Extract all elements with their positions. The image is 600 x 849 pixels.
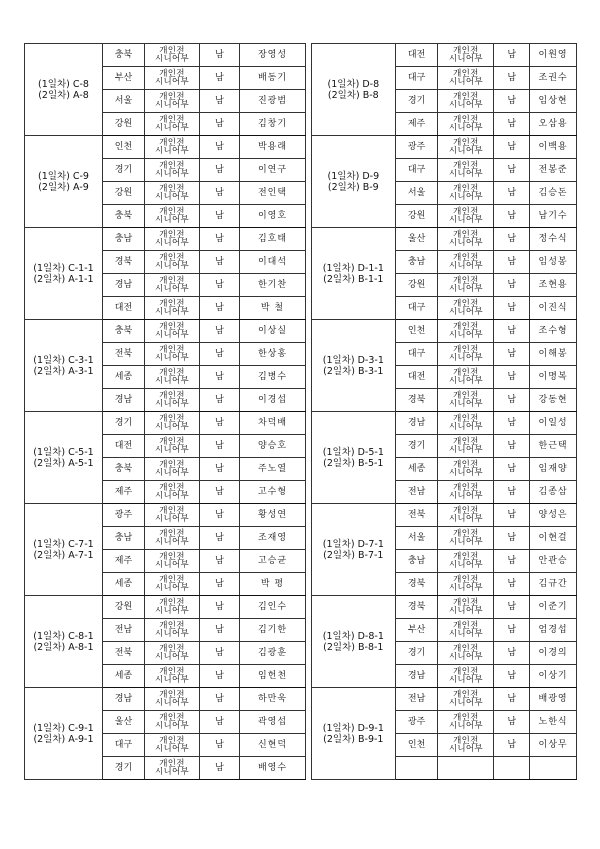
gender-cell: 남	[494, 504, 530, 527]
gender-cell: 남	[494, 366, 530, 389]
gender-cell: 남	[200, 205, 240, 228]
category-cell: 개인전 시니어부	[145, 366, 200, 389]
gender-cell: 남	[200, 228, 240, 251]
name-cell: 이상기	[530, 665, 577, 688]
name-cell: 이현걸	[530, 527, 577, 550]
gender-cell: 남	[200, 665, 240, 688]
category-cell: 개인전 시니어부	[145, 320, 200, 343]
gender-cell: 남	[494, 665, 530, 688]
name-cell: 박용래	[240, 136, 306, 159]
gender-cell: 남	[494, 642, 530, 665]
table-row	[312, 596, 577, 619]
name-cell: 노한식	[530, 711, 577, 734]
name-cell: 신현덕	[240, 734, 306, 757]
region-cell: 경기	[395, 435, 438, 458]
gender-cell: 남	[200, 274, 240, 297]
category-cell: 개인전 시니어부	[145, 251, 200, 274]
gender-cell: 남	[200, 504, 240, 527]
name-cell: 양승호	[240, 435, 306, 458]
category-cell: 개인전 시니어부	[145, 113, 200, 136]
table-row	[25, 596, 306, 619]
gender-cell: 남	[200, 113, 240, 136]
region-cell: 세종	[103, 573, 145, 596]
region-cell: 대전	[103, 435, 145, 458]
category-cell: 개인전 시니어부	[438, 297, 494, 320]
group-label: (1일차) D-8 (2일차) B-8	[312, 44, 396, 136]
table-row	[25, 412, 306, 435]
name-cell: 이연구	[240, 159, 306, 182]
name-cell: 이상무	[530, 734, 577, 757]
table-row	[25, 44, 306, 67]
region-cell: 서울	[103, 90, 145, 113]
region-cell: 전북	[103, 642, 145, 665]
category-cell: 개인전 시니어부	[438, 136, 494, 159]
name-cell: 조수형	[530, 320, 577, 343]
region-cell: 강원	[395, 274, 438, 297]
category-cell: 개인전 시니어부	[145, 228, 200, 251]
region-cell: 경북	[103, 251, 145, 274]
gender-cell: 남	[494, 711, 530, 734]
category-cell: 개인전 시니어부	[145, 527, 200, 550]
category-cell: 개인전 시니어부	[145, 343, 200, 366]
category-cell: 개인전 시니어부	[438, 688, 494, 711]
name-cell: 양성은	[530, 504, 577, 527]
category-cell: 개인전 시니어부	[438, 458, 494, 481]
gender-cell: 남	[494, 90, 530, 113]
group-label: (1일차) D-1-1 (2일차) B-1-1	[312, 228, 396, 320]
gender-cell: 남	[200, 159, 240, 182]
region-cell: 전남	[103, 619, 145, 642]
name-cell: 한기찬	[240, 274, 306, 297]
gender-cell: 남	[494, 596, 530, 619]
region-cell: 경남	[103, 389, 145, 412]
name-cell: 이상실	[240, 320, 306, 343]
region-cell: 인천	[103, 136, 145, 159]
category-cell: 개인전 시니어부	[438, 205, 494, 228]
category-cell: 개인전 시니어부	[438, 481, 494, 504]
category-cell: 개인전 시니어부	[438, 734, 494, 757]
gender-cell: 남	[200, 481, 240, 504]
gender-cell: 남	[494, 205, 530, 228]
group-label: (1일차) C-8 (2일차) A-8	[25, 44, 103, 136]
region-cell: 충남	[103, 228, 145, 251]
name-cell: 이대석	[240, 251, 306, 274]
region-cell: 대구	[395, 343, 438, 366]
gender-cell: 남	[200, 412, 240, 435]
region-cell: 충북	[103, 320, 145, 343]
category-cell: 개인전 시니어부	[438, 389, 494, 412]
category-cell: 개인전 시니어부	[438, 550, 494, 573]
region-cell: 충북	[103, 458, 145, 481]
group-label: (1일차) C-8-1 (2일차) A-8-1	[25, 596, 103, 688]
name-cell	[530, 757, 577, 780]
category-cell: 개인전 시니어부	[145, 665, 200, 688]
region-cell: 전북	[103, 343, 145, 366]
category-cell: 개인전 시니어부	[145, 67, 200, 90]
category-cell: 개인전 시니어부	[145, 458, 200, 481]
category-cell: 개인전 시니어부	[438, 642, 494, 665]
name-cell: 이영호	[240, 205, 306, 228]
name-cell: 김종삼	[530, 481, 577, 504]
table-row	[312, 504, 577, 527]
gender-cell: 남	[494, 389, 530, 412]
name-cell: 김인수	[240, 596, 306, 619]
name-cell: 한근택	[530, 435, 577, 458]
gender-cell: 남	[494, 182, 530, 205]
region-cell: 부산	[395, 619, 438, 642]
gender-cell: 남	[200, 389, 240, 412]
category-cell: 개인전 시니어부	[438, 343, 494, 366]
table-row	[312, 688, 577, 711]
name-cell: 고승균	[240, 550, 306, 573]
region-cell: 세종	[395, 458, 438, 481]
category-cell: 개인전 시니어부	[438, 113, 494, 136]
name-cell: 고수형	[240, 481, 306, 504]
region-cell: 전북	[395, 504, 438, 527]
gender-cell: 남	[200, 435, 240, 458]
region-cell: 부산	[103, 67, 145, 90]
category-cell: 개인전 시니어부	[145, 136, 200, 159]
gender-cell: 남	[200, 366, 240, 389]
region-cell: 강원	[103, 113, 145, 136]
name-cell: 오삼용	[530, 113, 577, 136]
category-cell: 개인전 시니어부	[438, 573, 494, 596]
gender-cell: 남	[200, 573, 240, 596]
name-cell: 강동현	[530, 389, 577, 412]
name-cell: 배광영	[530, 688, 577, 711]
group-label: (1일차) D-7-1 (2일차) B-7-1	[312, 504, 396, 596]
category-cell: 개인전 시니어부	[145, 757, 200, 780]
region-cell: 세종	[103, 665, 145, 688]
name-cell: 임헌천	[240, 665, 306, 688]
name-cell: 한상홍	[240, 343, 306, 366]
category-cell: 개인전 시니어부	[438, 251, 494, 274]
region-cell: 대전	[103, 297, 145, 320]
category-cell	[438, 757, 494, 780]
category-cell: 개인전 시니어부	[438, 366, 494, 389]
region-cell: 강원	[103, 596, 145, 619]
gender-cell: 남	[200, 458, 240, 481]
region-cell: 대구	[395, 297, 438, 320]
group-label: (1일차) C-9 (2일차) A-9	[25, 136, 103, 228]
region-cell: 광주	[103, 504, 145, 527]
name-cell: 하만욱	[240, 688, 306, 711]
name-cell: 임상현	[530, 90, 577, 113]
category-cell: 개인전 시니어부	[145, 550, 200, 573]
category-cell: 개인전 시니어부	[438, 159, 494, 182]
gender-cell: 남	[200, 90, 240, 113]
category-cell: 개인전 시니어부	[438, 435, 494, 458]
category-cell: 개인전 시니어부	[145, 573, 200, 596]
right-table	[311, 43, 577, 780]
gender-cell: 남	[200, 550, 240, 573]
category-cell: 개인전 시니어부	[438, 711, 494, 734]
region-cell: 경남	[103, 274, 145, 297]
group-label: (1일차) D-8-1 (2일차) B-8-1	[312, 596, 396, 688]
gender-cell: 남	[200, 251, 240, 274]
region-cell: 인천	[395, 734, 438, 757]
category-cell: 개인전 시니어부	[145, 711, 200, 734]
gender-cell: 남	[494, 251, 530, 274]
region-cell: 대구	[395, 159, 438, 182]
gender-cell: 남	[200, 711, 240, 734]
table-row	[312, 228, 577, 251]
region-cell: 서울	[395, 527, 438, 550]
region-cell: 충북	[103, 44, 145, 67]
category-cell: 개인전 시니어부	[438, 665, 494, 688]
name-cell: 김창기	[240, 113, 306, 136]
region-cell: 광주	[395, 136, 438, 159]
name-cell: 안관승	[530, 550, 577, 573]
name-cell: 박 철	[240, 297, 306, 320]
region-cell: 대전	[395, 44, 438, 67]
category-cell: 개인전 시니어부	[145, 182, 200, 205]
gender-cell: 남	[494, 734, 530, 757]
category-cell: 개인전 시니어부	[145, 159, 200, 182]
left-draw-table	[24, 43, 307, 780]
gender-cell: 남	[494, 136, 530, 159]
region-cell: 울산	[395, 228, 438, 251]
region-cell: 경북	[395, 573, 438, 596]
region-cell: 경기	[103, 159, 145, 182]
gender-cell: 남	[494, 297, 530, 320]
name-cell: 이해봉	[530, 343, 577, 366]
region-cell: 제주	[395, 113, 438, 136]
gender-cell: 남	[200, 67, 240, 90]
category-cell: 개인전 시니어부	[438, 596, 494, 619]
name-cell: 김병수	[240, 366, 306, 389]
region-cell: 강원	[395, 205, 438, 228]
region-cell: 인천	[395, 320, 438, 343]
region-cell: 세종	[103, 366, 145, 389]
name-cell: 임재양	[530, 458, 577, 481]
name-cell: 주노열	[240, 458, 306, 481]
category-cell: 개인전 시니어부	[145, 596, 200, 619]
gender-cell: 남	[494, 159, 530, 182]
group-label: (1일차) C-9-1 (2일차) A-9-1	[25, 688, 103, 780]
category-cell: 개인전 시니어부	[438, 412, 494, 435]
region-cell: 경기	[103, 412, 145, 435]
category-cell: 개인전 시니어부	[145, 274, 200, 297]
category-cell: 개인전 시니어부	[438, 67, 494, 90]
region-cell: 경기	[395, 642, 438, 665]
gender-cell: 남	[200, 734, 240, 757]
region-cell	[395, 757, 438, 780]
name-cell: 엄경섭	[530, 619, 577, 642]
gender-cell: 남	[200, 642, 240, 665]
group-label: (1일차) D-9 (2일차) B-9	[312, 136, 396, 228]
gender-cell: 남	[494, 435, 530, 458]
category-cell: 개인전 시니어부	[438, 274, 494, 297]
category-cell: 개인전 시니어부	[145, 504, 200, 527]
table-row	[25, 688, 306, 711]
name-cell: 전봉준	[530, 159, 577, 182]
region-cell: 경북	[395, 596, 438, 619]
region-cell: 경남	[395, 412, 438, 435]
group-label: (1일차) D-5-1 (2일차) B-5-1	[312, 412, 396, 504]
group-label: (1일차) D-9-1 (2일차) B-9-1	[312, 688, 396, 780]
gender-cell: 남	[494, 619, 530, 642]
name-cell: 이원영	[530, 44, 577, 67]
name-cell: 김광훈	[240, 642, 306, 665]
gender-cell: 남	[200, 527, 240, 550]
table-row	[25, 504, 306, 527]
category-cell: 개인전 시니어부	[438, 182, 494, 205]
name-cell: 이경의	[530, 642, 577, 665]
gender-cell: 남	[494, 67, 530, 90]
gender-cell: 남	[494, 688, 530, 711]
name-cell: 진광범	[240, 90, 306, 113]
table-row	[25, 320, 306, 343]
name-cell: 차덕배	[240, 412, 306, 435]
region-cell: 경기	[103, 757, 145, 780]
gender-cell: 남	[200, 297, 240, 320]
gender-cell: 남	[494, 44, 530, 67]
table-row	[25, 228, 306, 251]
name-cell: 정수식	[530, 228, 577, 251]
category-cell: 개인전 시니어부	[145, 90, 200, 113]
name-cell: 이백용	[530, 136, 577, 159]
gender-cell: 남	[494, 228, 530, 251]
category-cell: 개인전 시니어부	[438, 320, 494, 343]
category-cell: 개인전 시니어부	[145, 297, 200, 320]
name-cell: 김기한	[240, 619, 306, 642]
region-cell: 강원	[103, 182, 145, 205]
name-cell: 이일성	[530, 412, 577, 435]
name-cell: 김호태	[240, 228, 306, 251]
region-cell: 충북	[103, 205, 145, 228]
name-cell: 장영성	[240, 44, 306, 67]
name-cell: 배동기	[240, 67, 306, 90]
region-cell: 충남	[395, 251, 438, 274]
region-cell: 경기	[395, 90, 438, 113]
gender-cell: 남	[494, 343, 530, 366]
category-cell: 개인전 시니어부	[438, 527, 494, 550]
gender-cell: 남	[200, 44, 240, 67]
category-cell: 개인전 시니어부	[145, 389, 200, 412]
name-cell: 조현용	[530, 274, 577, 297]
category-cell: 개인전 시니어부	[438, 504, 494, 527]
group-label: (1일차) D-3-1 (2일차) B-3-1	[312, 320, 396, 412]
gender-cell: 남	[494, 320, 530, 343]
gender-cell: 남	[200, 688, 240, 711]
gender-cell	[494, 757, 530, 780]
category-cell: 개인전 시니어부	[145, 688, 200, 711]
gender-cell: 남	[494, 113, 530, 136]
name-cell: 이경섭	[240, 389, 306, 412]
gender-cell: 남	[200, 343, 240, 366]
region-cell: 전남	[395, 481, 438, 504]
category-cell: 개인전 시니어부	[145, 205, 200, 228]
right-draw-table	[311, 43, 577, 780]
region-cell: 전남	[395, 688, 438, 711]
name-cell: 배영수	[240, 757, 306, 780]
name-cell: 박 평	[240, 573, 306, 596]
left-table	[24, 43, 306, 780]
name-cell: 임성봉	[530, 251, 577, 274]
region-cell: 경남	[103, 688, 145, 711]
region-cell: 경남	[395, 665, 438, 688]
name-cell: 조권수	[530, 67, 577, 90]
category-cell: 개인전 시니어부	[438, 90, 494, 113]
region-cell: 충남	[395, 550, 438, 573]
region-cell: 대구	[103, 734, 145, 757]
name-cell: 전인택	[240, 182, 306, 205]
category-cell: 개인전 시니어부	[145, 412, 200, 435]
gender-cell: 남	[494, 573, 530, 596]
region-cell: 대구	[395, 67, 438, 90]
name-cell: 이명복	[530, 366, 577, 389]
group-label: (1일차) C-7-1 (2일차) A-7-1	[25, 504, 103, 596]
table-row	[312, 136, 577, 159]
category-cell: 개인전 시니어부	[438, 619, 494, 642]
category-cell: 개인전 시니어부	[145, 481, 200, 504]
group-label: (1일차) C-5-1 (2일차) A-5-1	[25, 412, 103, 504]
table-row	[312, 320, 577, 343]
gender-cell: 남	[494, 274, 530, 297]
category-cell: 개인전 시니어부	[145, 734, 200, 757]
region-cell: 충남	[103, 527, 145, 550]
region-cell: 제주	[103, 481, 145, 504]
table-row	[312, 412, 577, 435]
gender-cell: 남	[494, 412, 530, 435]
name-cell: 조재영	[240, 527, 306, 550]
gender-cell: 남	[200, 757, 240, 780]
table-row	[312, 44, 577, 67]
category-cell: 개인전 시니어부	[145, 435, 200, 458]
region-cell: 울산	[103, 711, 145, 734]
region-cell: 서울	[395, 182, 438, 205]
gender-cell: 남	[494, 481, 530, 504]
table-row	[25, 136, 306, 159]
gender-cell: 남	[200, 596, 240, 619]
category-cell: 개인전 시니어부	[145, 642, 200, 665]
region-cell: 광주	[395, 711, 438, 734]
region-cell: 제주	[103, 550, 145, 573]
name-cell: 김승돈	[530, 182, 577, 205]
category-cell: 개인전 시니어부	[438, 228, 494, 251]
group-label: (1일차) C-3-1 (2일차) A-3-1	[25, 320, 103, 412]
gender-cell: 남	[494, 527, 530, 550]
gender-cell: 남	[494, 550, 530, 573]
gender-cell: 남	[200, 182, 240, 205]
category-cell: 개인전 시니어부	[145, 44, 200, 67]
name-cell: 남기수	[530, 205, 577, 228]
gender-cell: 남	[200, 320, 240, 343]
region-cell: 경북	[395, 389, 438, 412]
gender-cell: 남	[494, 458, 530, 481]
region-cell: 대전	[395, 366, 438, 389]
name-cell: 김규간	[530, 573, 577, 596]
group-label: (1일차) C-1-1 (2일차) A-1-1	[25, 228, 103, 320]
gender-cell: 남	[200, 619, 240, 642]
name-cell: 이진식	[530, 297, 577, 320]
name-cell: 황성연	[240, 504, 306, 527]
name-cell: 이준기	[530, 596, 577, 619]
name-cell: 곽영섭	[240, 711, 306, 734]
category-cell: 개인전 시니어부	[145, 619, 200, 642]
category-cell: 개인전 시니어부	[438, 44, 494, 67]
gender-cell: 남	[200, 136, 240, 159]
